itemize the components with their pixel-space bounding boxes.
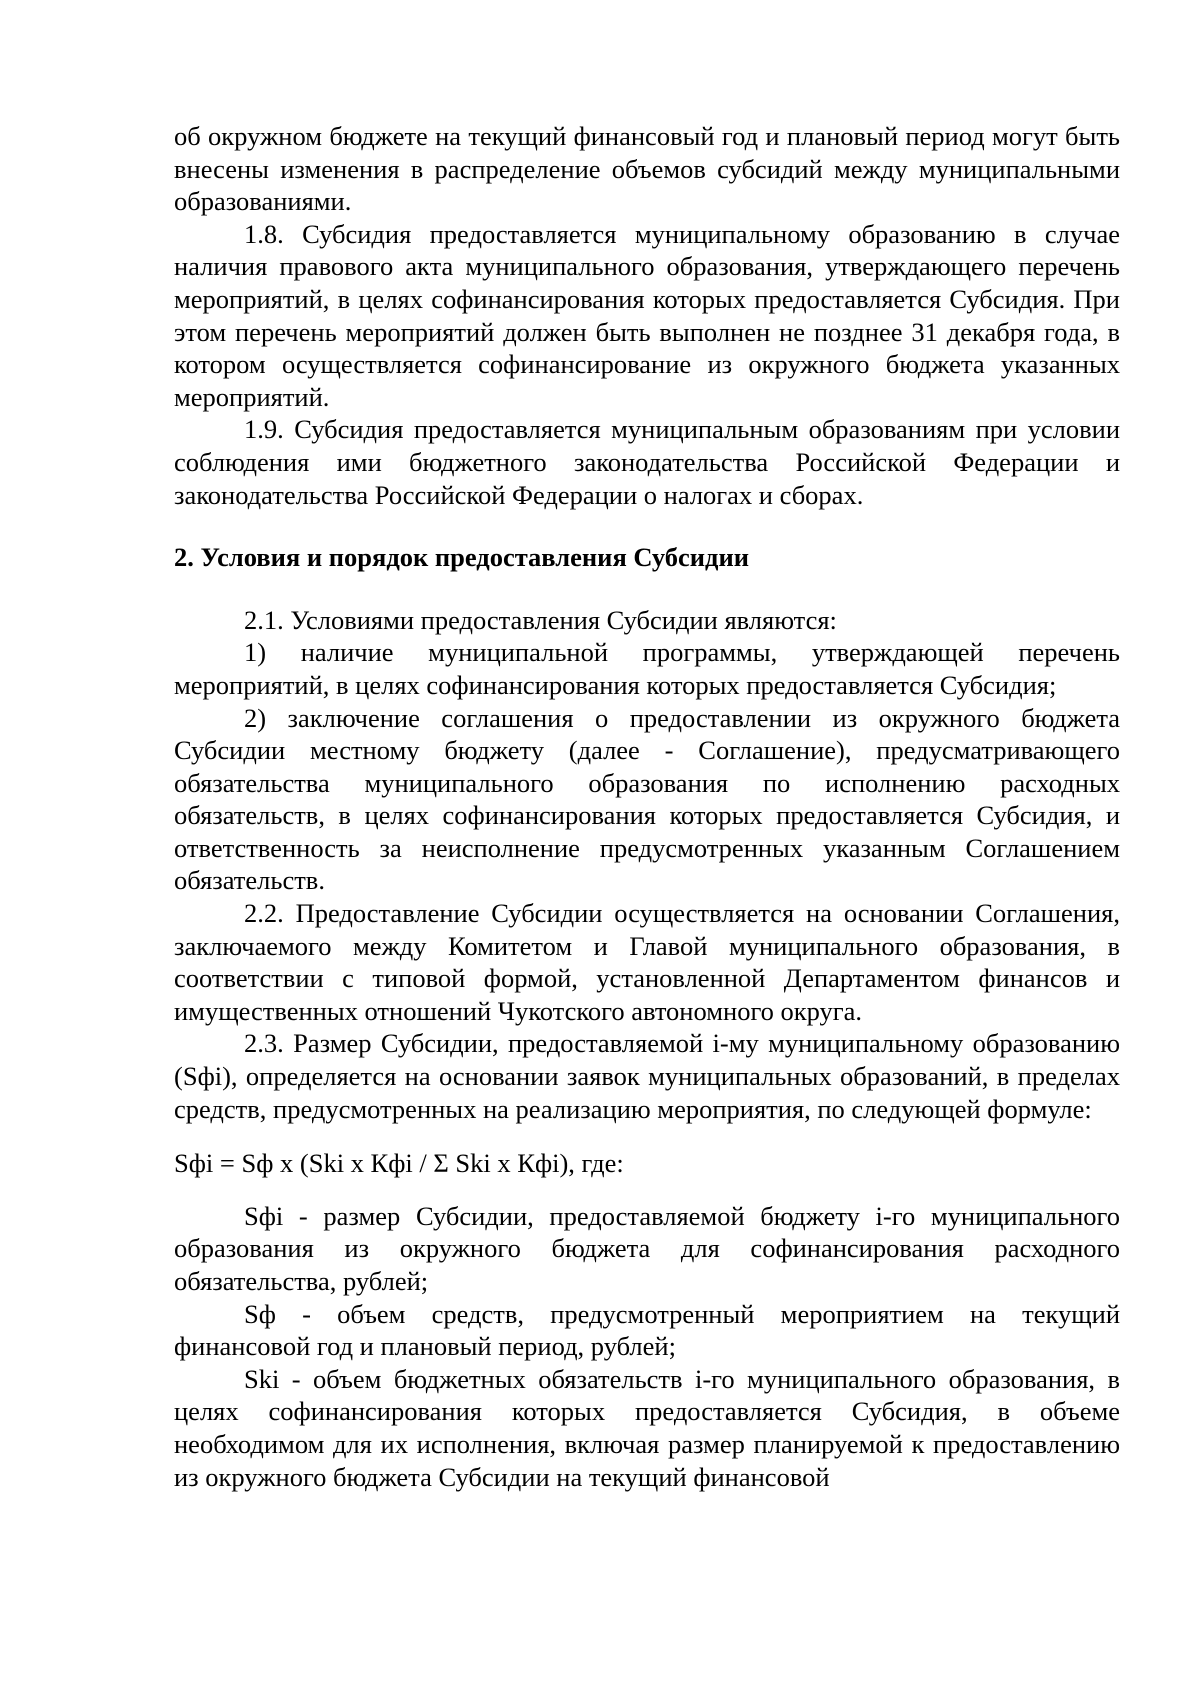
- paragraph-2-1-item-1: 1) наличие муниципальной программы, утверждающей перечень мероприятий, в целях софинансирования которых предоставляется Субсидия;: [174, 637, 1120, 700]
- paragraph-2-1: 2.1. Условиями предоставления Субсидии являются:: [244, 604, 837, 635]
- definition-ski: Ski - объем бюджетных обязательств i-го муниципального образования, в целях софинансирования которых предоставляется Субсидия, в объеме необходимом для их исполнения, включая размер планируемой к предоставлению из окружного бюджета Субсидии на текущий финансовой: [174, 1363, 1120, 1492]
- paragraph-continuation: об окружном бюджете на текущий финансовый год и плановый период могут быть внесены изменения в распределение объемов субсидий между муниципальными образованиями.: [174, 121, 1120, 217]
- section-heading: 2. Условия и порядок предоставления Субсидии: [174, 542, 750, 573]
- definition-sf: Sф - объем средств, предусмотренный мероприятием на текущий финансовой год и плановый период, рублей;: [174, 1298, 1120, 1362]
- paragraph-2-3: 2.3. Размер Субсидии, предоставляемой i-му муниципальному образованию (Sфi), определяется на основании заявок муниципальных образований, в пределах средств, предусмотренных на реализацию мероприятия, по следующей формуле:: [174, 1028, 1120, 1124]
- definition-sfi: Sфi - размер Субсидии, предоставляемой бюджету i-го муниципального образования из окружного бюджета для софинансирования расходного обязательства, рублей;: [174, 1200, 1120, 1296]
- document-body: [174, 120, 1120, 1493]
- paragraph-1-8: 1.8. Субсидия предоставляется муниципальному образованию в случае наличия правового акта муниципального образования, утверждающего перечень мероприятий, в целях софинансирования которых предоставляется Субсидия. При этом перечень мероприятий должен быть выполнен не позднее 31 декабря года, в котором осуществляется софинансирование из окружного бюджета указанных мероприятий.: [174, 218, 1120, 412]
- formula: Sфi = Sф x (Ski x Кфi / Σ Ski x Кфi), где:: [174, 1148, 624, 1179]
- paragraph-2-2: 2.2. Предоставление Субсидии осуществляется на основании Соглашения, заключаемого между Комитетом и Главой муниципального образования, в соответствии с типовой формой, установленной Департаментом финансов и имущественных отношений Чукотского автономного округа.: [174, 898, 1120, 1026]
- paragraph-1-9: 1.9. Субсидия предоставляется муниципальным образованиям при условии соблюдения ими бюджетного законодательства Российской Федерации и законодательства Российской Федерации о налогах и сборах.: [174, 414, 1120, 510]
- paragraph-2-1-item-2: 2) заключение соглашения о предоставлении из окружного бюджета Субсидии местному бюджету (далее - Соглашение), предусматривающего обязательства муниципального образования по исполнению расходных обязательств, в целях софинансирования которых предоставляется Субсидия, и ответственность за неисполнение предусмотренных указанным Соглашением обязательств.: [174, 702, 1120, 896]
